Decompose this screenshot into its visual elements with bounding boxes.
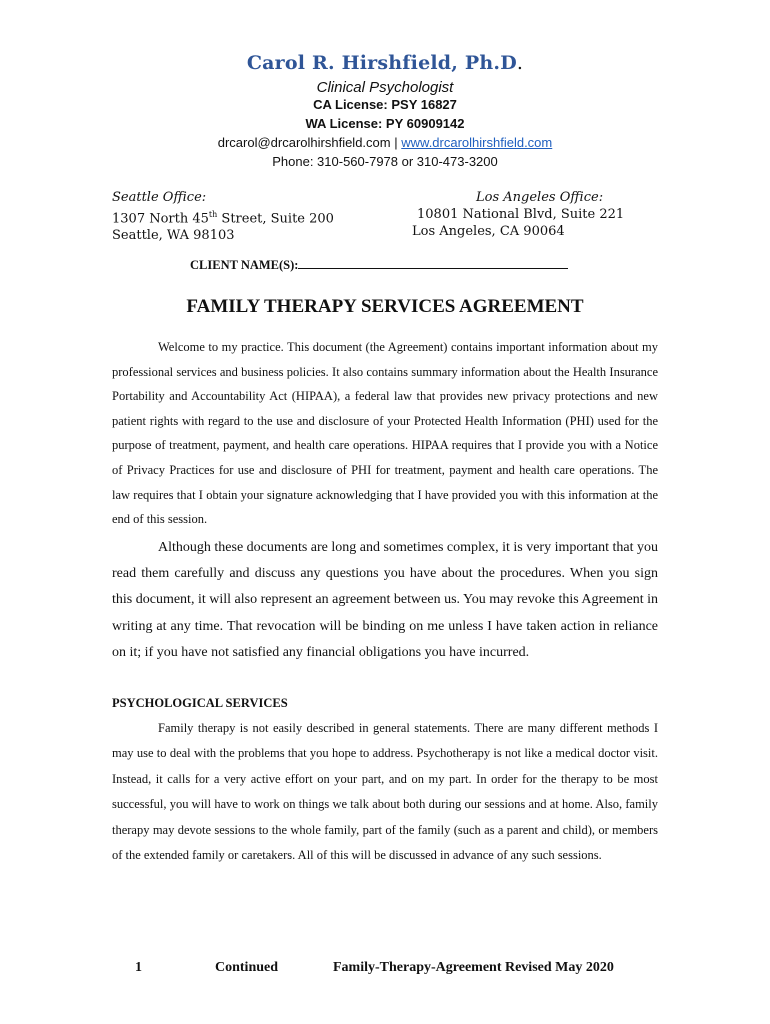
doctor-name: Carol R. Hirshfield, Ph.D. bbox=[246, 52, 524, 74]
agreement-title: FAMILY THERAPY SERVICES AGREEMENT bbox=[186, 296, 584, 317]
client-names-blank[interactable] bbox=[298, 257, 568, 269]
los-angeles-office bbox=[412, 189, 624, 240]
doctor-title: Clinical Psychologist bbox=[316, 79, 454, 96]
contact-line bbox=[0, 135, 770, 150]
seattle-street: 1307 North 45th Street, Suite 200 bbox=[112, 210, 334, 227]
section-heading: PSYCHOLOGICAL SERVICES bbox=[112, 696, 288, 710]
seattle-office bbox=[112, 189, 334, 244]
client-names-field bbox=[190, 257, 568, 273]
ca-license: CA License: PSY 16827 bbox=[313, 97, 457, 112]
separator: | bbox=[394, 135, 398, 150]
continued-label: Continued bbox=[215, 960, 279, 975]
seattle-office-label: Seattle Office: bbox=[112, 190, 207, 205]
services-paragraph: Family therapy is not easily described in general statements. There are many different methods I may use to deal with the problems that you hope to address. Psychotherapy is not like a medical doctor visit. Instead, it calls for a very active effort on your part, and on my part. In order for the therapy to be most successful, you will have to work on things we talk about both during our sessions and at home. Also, family therapy may devote sessions to the whole family, part of the family (such as a parent and child), or members of the extended family or caretakers. All of this will be discussed in advance of any such sessions. bbox=[112, 721, 658, 863]
website-link[interactable]: www.drcarolhirshfield.com bbox=[401, 135, 553, 150]
la-office-label: Los Angeles Office: bbox=[476, 190, 604, 205]
document-revision: Family-Therapy-Agreement Revised May 2020 bbox=[333, 960, 614, 975]
wa-license: WA License: PY 60909142 bbox=[305, 116, 465, 131]
phone-line: Phone: 310-560-7978 or 310-473-3200 bbox=[272, 154, 498, 169]
email-address[interactable]: drcarol@drcarolhirshfield.com bbox=[217, 135, 391, 150]
seattle-city: Seattle, WA 98103 bbox=[112, 228, 235, 244]
client-names-label: CLIENT NAME(S): bbox=[190, 258, 299, 272]
welcome-paragraph: Welcome to my practice. This document (the Agreement) contains important information about my professional services and business policies. It also contains summary information about the Health Insurance Portability and Accountability Act (HIPAA), a federal law that provides new privacy protections and new patient rights with regard to the use and disclosure of your Protected Health Information (PHI) used for the purpose of treatment, payment, and health care operations. HIPAA requires that I provide you with a Notice of Privacy Practices for use and disclosure of PHI for treatment, payment and health care operations. The law requires that I obtain your signature acknowledging that I have provided you with this information at the end of this session. bbox=[112, 340, 658, 527]
la-city: Los Angeles, CA 90064 bbox=[412, 224, 565, 239]
la-street: 10801 National Blvd, Suite 221 bbox=[417, 207, 625, 222]
page-number: 1 bbox=[135, 960, 142, 975]
although-paragraph: Although these documents are long and sometimes complex, it is very important that you read them carefully and discuss any questions you have about the procedures. When you sign this document, it will also represent an agreement between us. You may revoke this Agreement in writing at any time. That revocation will be binding on me unless I have taken action in reliance on it; if you have not satisfied any financial obligations you have incurred. bbox=[112, 540, 659, 660]
